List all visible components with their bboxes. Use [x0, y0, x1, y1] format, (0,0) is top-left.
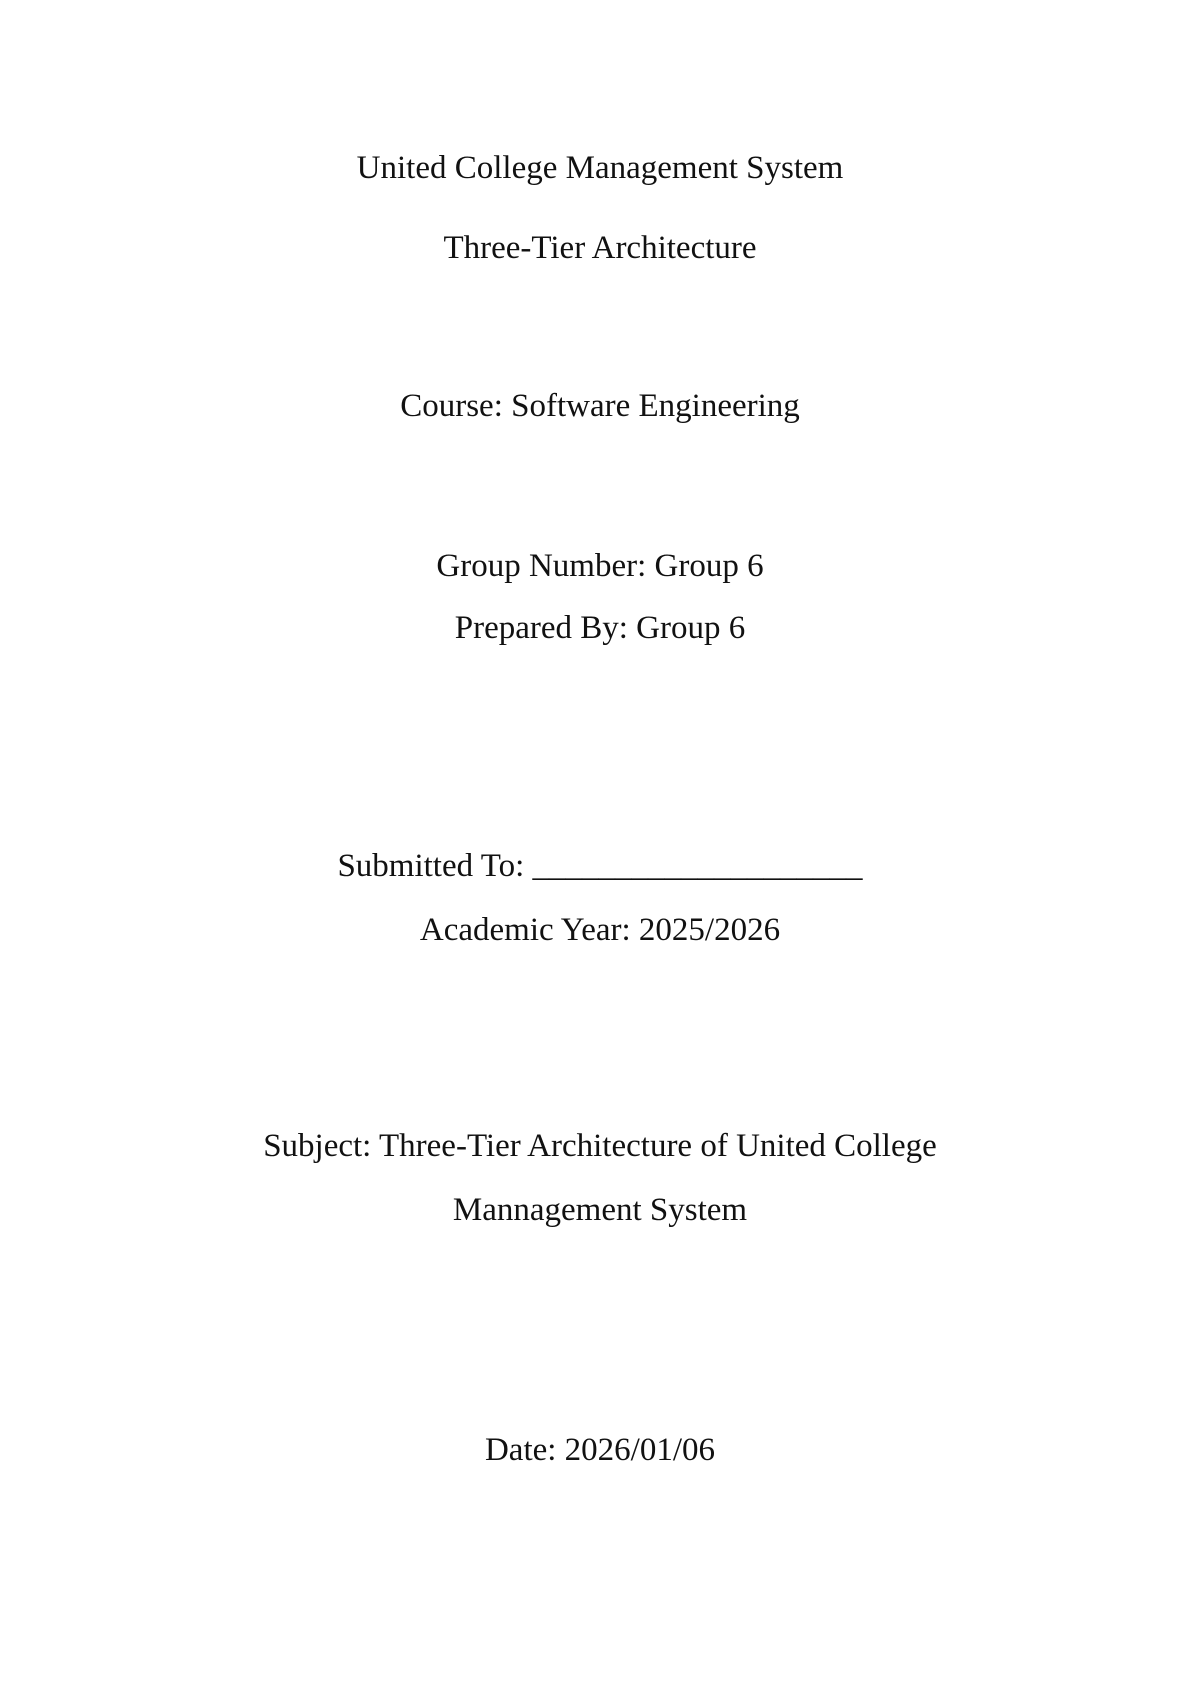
group-number-line: Group Number: Group 6 — [436, 548, 764, 584]
submitted-to-line: Submitted To: ____________________ — [337, 848, 863, 884]
course-line: Course: Software Engineering — [400, 388, 800, 424]
subject-line-2: Mannagement System — [452, 1192, 748, 1228]
document-subtitle: Three-Tier Architecture — [443, 230, 757, 266]
document-title: United College Management System — [356, 150, 844, 186]
prepared-by-line: Prepared By: Group 6 — [454, 610, 746, 646]
date-line: Date: 2026/01/06 — [484, 1432, 716, 1468]
academic-year-line: Academic Year: 2025/2026 — [419, 912, 781, 948]
subject-line-1: Subject: Three-Tier Architecture of United College — [263, 1128, 937, 1164]
